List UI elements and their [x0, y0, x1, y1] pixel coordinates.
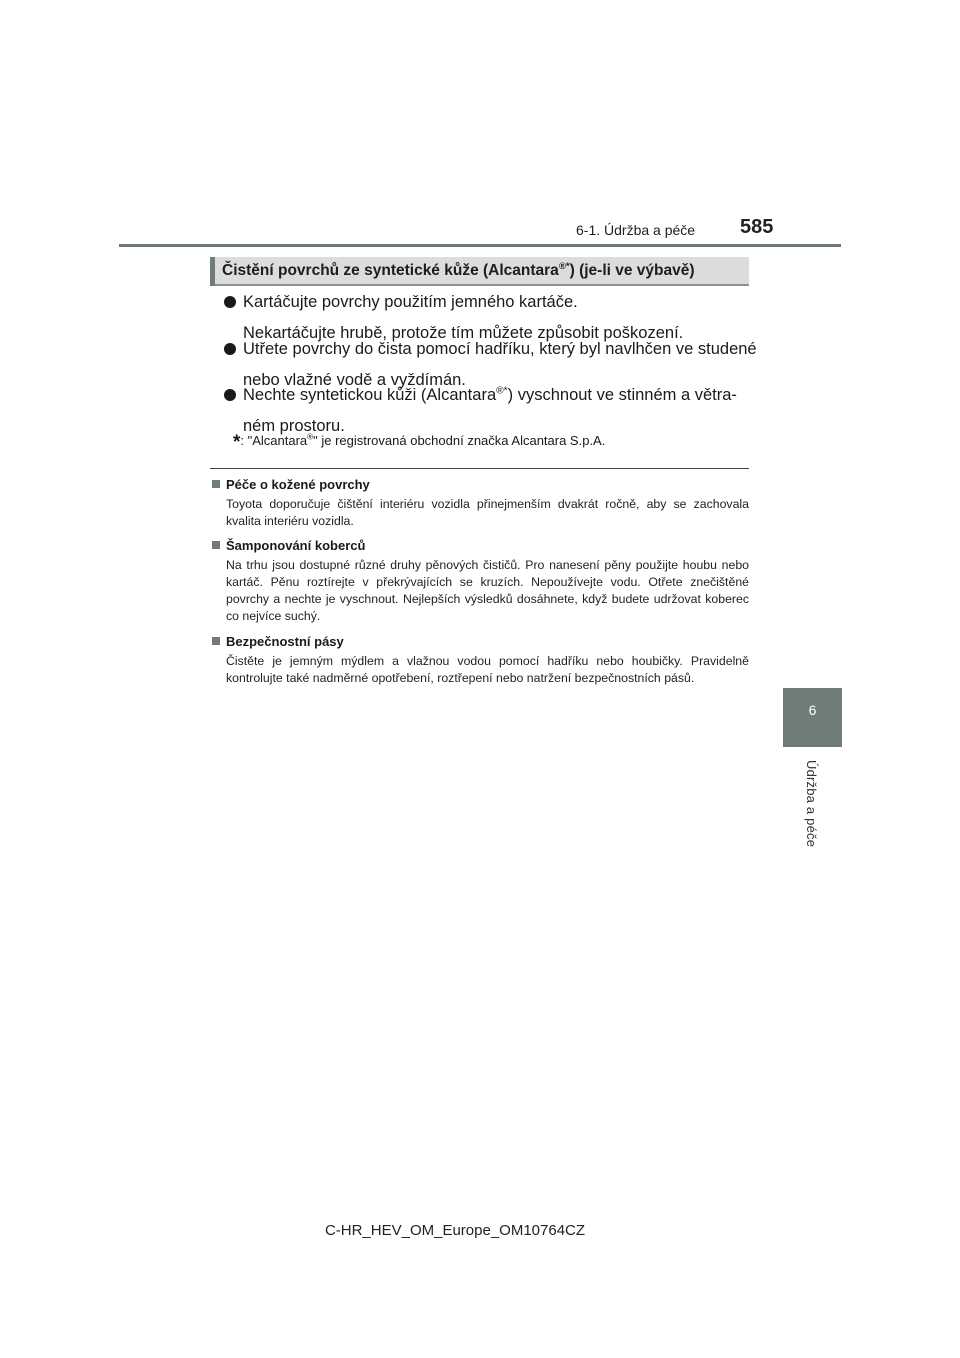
- subsection-body: Toyota doporučuje čištění interiéru vozidla přinejmenším dvakrát ročně, aby se zachovala kvalita interiéru vozidla.: [226, 497, 749, 528]
- bullet-dot-icon: [224, 389, 236, 401]
- bullet-text: Nekartáčujte hrubě, protože tím můžete způsobit poškození.: [243, 324, 684, 342]
- header-divider: [119, 244, 841, 247]
- section-title-accent: [210, 257, 215, 286]
- subsection-body: Na trhu jsou dostupné různé druhy pěnových čističů. Pro nanesení pěny použijte houbu nebo kartáč. Pěnu roztírejte v překrývajících se kruzích. Nepoužívejte vodu. Otřete znečištěné povrchy a nechte je vyschnout. Nejlepších výsledků dosáhnete, když budete udržovat koberec co nejvíce suchý.: [226, 558, 749, 623]
- square-bullet-icon: [212, 637, 220, 645]
- header-section-title: 6-1. Údržba a péče: [576, 222, 696, 238]
- square-bullet-icon: [212, 541, 220, 549]
- subsection-body: Čistěte je jemným mýdlem a vlažnou vodou pomocí hadříku nebo houbičky. Pravidelně kontrolujte také nadměrné opotřebení, roztřepení nebo natržení bezpečnostních pásů.: [226, 654, 749, 685]
- bullet-text: ném prostoru.: [243, 417, 345, 435]
- bullet-text: Kartáčujte povrchy použitím jemného kartáče.: [243, 293, 578, 311]
- footer-doc-code: C-HR_HEV_OM_Europe_OM10764CZ: [324, 1222, 586, 1239]
- chapter-tab-number: 6: [808, 702, 817, 718]
- chapter-tab-label: Údržba a péče: [804, 760, 819, 848]
- footnote: *: "Alcantara®" je registrovaná obchodní značka Alcantara S.p.A.: [233, 432, 606, 453]
- bullet-dot-icon: [224, 296, 236, 308]
- page-number: 585: [740, 216, 774, 238]
- square-bullet-icon: [212, 480, 220, 488]
- bullet-dot-icon: [224, 343, 236, 355]
- section-separator: [210, 468, 749, 469]
- bullet-text: Utřete povrchy do čista pomocí hadříku, který byl navlhčen ve studené: [243, 340, 757, 358]
- bullet-text: nebo vlažné vodě a vyždímán.: [243, 371, 466, 389]
- section-title: Čistění povrchů ze syntetické kůže (Alcantara®*) (je-li ve výbavě): [222, 260, 695, 279]
- bullet-text: Nechte syntetickou kůži (Alcantara®*) vyschnout ve stinném a větra-: [243, 385, 737, 404]
